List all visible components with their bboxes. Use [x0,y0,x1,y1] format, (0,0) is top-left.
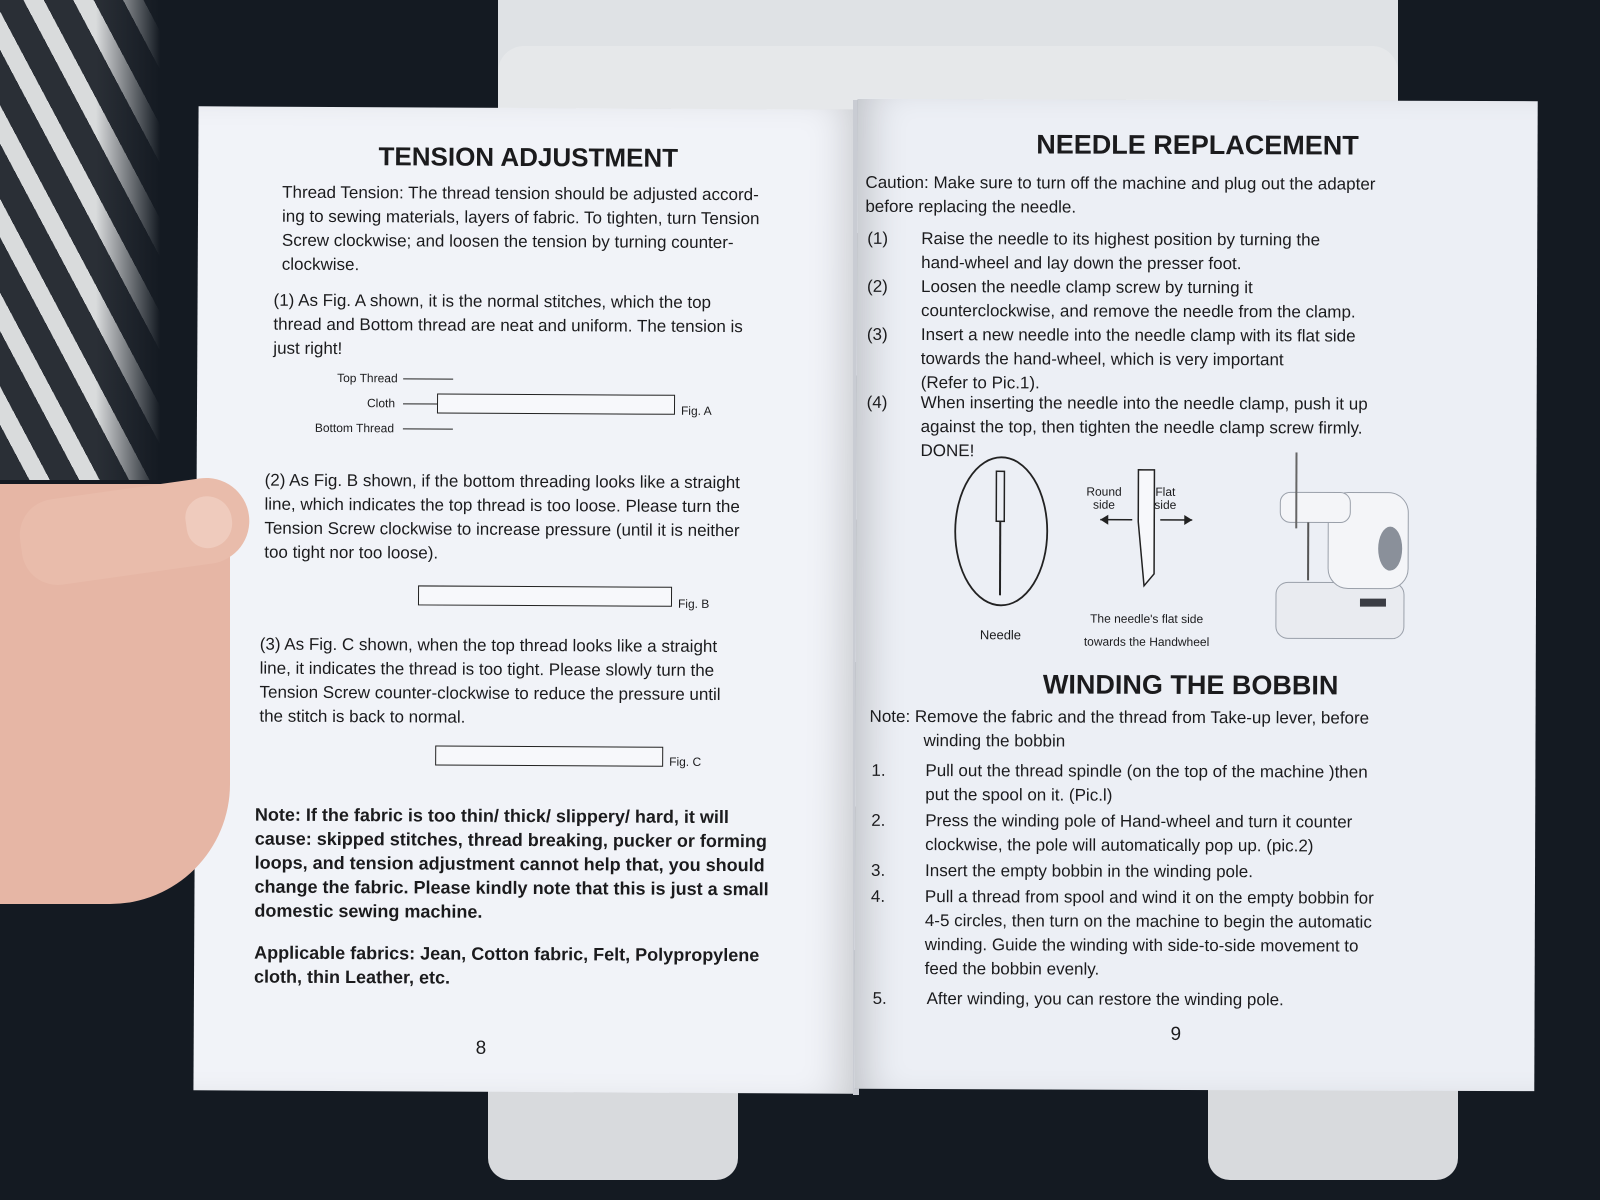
fig-b-cloth-box [418,585,672,606]
needle-step-2 [867,275,1447,325]
fig-c-cloth-box [435,746,663,767]
background-rug [0,0,160,480]
fig-c-paragraph [259,633,721,731]
fabric-note [254,803,769,926]
step-number: 3. [871,860,886,880]
flat-side-line: Flat [1155,484,1176,499]
paragraph-line: the stitch is back to normal. [259,706,466,727]
bobbin-step-5 [873,987,1473,1013]
bobbin-step-4 [871,885,1471,983]
sewing-machine-image [1266,452,1417,649]
step-number: 5. [872,988,887,1008]
needle-illustration [946,453,1057,613]
fabrics-line: Applicable fabrics: Jean, Cotton fabric, Felt, Polypropylene [254,942,760,966]
step-line: towards the hand-wheel, which is very important [920,349,1284,370]
caption-line: towards the Handwheel [1083,634,1210,650]
paragraph-line: (2) As Fig. B shown, if the bottom threading looks like a straight [264,470,740,493]
intro-line: ing to sewing materials, layers of fabric. To tighten, turn Tension [281,206,760,229]
bobbin-step-1 [871,759,1471,809]
fig-a-bottom-thread-label: Bottom Thread [314,420,395,436]
paragraph-line: too tight nor too loose). [264,542,439,563]
caption-line: The needle's flat side [1090,611,1204,627]
step-line: against the top, then tighten the needle clamp screw firmly. [920,417,1363,438]
intro-line: Screw clockwise; and loosen the tension by turning counter- [281,230,734,253]
fabrics-line: cloth, thin Leather, etc. [253,966,451,988]
note-line: loops, and tension adjustment cannot help that, you should [254,852,765,876]
left-page [193,106,858,1093]
fig-a-leader-line [403,403,439,404]
fig-c-label: Fig. C [669,754,702,769]
paragraph-line: line, it indicates the thread is too tight. Please slowly turn the [259,658,715,680]
step-line: Insert the empty bobbin in the winding pole. [925,861,1254,882]
paragraph-line: line, which indicates the top thread is too loose. Please turn the [264,494,740,517]
intro-line: Thread Tension: The thread tension should be adjusted accord- [282,182,759,205]
step-line: (Refer to Pic.1). [920,373,1040,393]
tension-title: TENSION ADJUSTMENT [378,141,679,173]
paragraph-line: Tension Screw clockwise to increase pressure (until it is neither [264,518,740,541]
fig-a-cloth-box [437,394,675,415]
step-line: Press the winding pole of Hand-wheel and turn it counter [925,811,1353,832]
step-line: Pull a thread from spool and wind it on the empty bobbin for [924,887,1374,908]
round-side-line: side [1092,497,1116,512]
needle-step-1 [867,227,1427,277]
note-line: Note: If the fabric is too thin/ thick/ slippery/ hard, it will [254,804,729,828]
bobbin-step-2 [871,809,1471,859]
paragraph-line: just right! [273,338,343,359]
caution-line: Caution: Make sure to turn off the machine and plug out the adapter [865,172,1376,194]
page-number-left: 8 [475,1037,487,1059]
fig-a-cloth-label: Cloth [366,396,396,411]
note-line: winding the bobbin [923,731,1066,751]
caution-line: before replacing the needle. [865,196,1077,217]
page-number-right: 9 [1170,1023,1182,1045]
paragraph-line: thread and Bottom thread are neat and uniform. The tension is [273,314,743,337]
paragraph-line: (1) As Fig. A shown, it is the normal stitches, which the top [273,290,712,312]
step-number: 1. [871,760,886,780]
step-number: (2) [867,276,888,296]
step-number: (4) [866,392,888,412]
fig-b-paragraph [264,469,740,567]
step-number: (3) [866,324,888,344]
round-side-line: Round [1086,484,1122,499]
needle-label: Needle [979,627,1022,643]
intro-line: clockwise. [281,254,360,275]
step-line: put the spool on it. (Pic.l) [925,785,1113,805]
fig-a-leader-line [403,428,453,429]
bobbin-step-3 [871,859,1471,885]
applicable-fabrics [254,941,759,992]
thread-tension-intro [282,181,760,279]
fig-a-label: Fig. A [680,403,712,418]
flat-side-line: side [1154,497,1177,512]
paragraph-line: Tension Screw counter-clockwise to reduce the pressure until [259,682,721,705]
book-stand-foot-right [1208,1084,1458,1180]
needle-step-3 [867,323,1447,397]
book-stand-foot-left [488,1084,738,1180]
bobbin-note [869,705,1369,755]
step-line: DONE! [920,441,975,461]
fig-a-leader-line [403,378,453,379]
step-line: After winding, you can restore the winding pole. [926,989,1284,1010]
fig-a-top-thread-label: Top Thread [337,371,398,386]
step-line: feed the bobbin evenly. [924,959,1100,979]
step-line: Raise the needle to its highest position by turning the [921,229,1321,250]
paragraph-line: (3) As Fig. C shown, when the top thread looks like a straight [259,634,718,657]
step-number: 4. [870,886,886,906]
flat-side-caption [1084,608,1210,654]
step-line: clockwise, the pole will automatically pop up. (pic.2) [925,835,1314,856]
needle-title: NEEDLE REPLACEMENT [1036,129,1359,161]
fig-b-label: Fig. B [677,596,710,611]
step-line: Pull out the thread spindle (on the top of the machine )then [925,761,1368,782]
note-line: change the fabric. Please kindly note that this is just a small [254,876,769,900]
fig-a-paragraph [273,289,743,363]
bobbin-title: WINDING THE BOBBIN [1042,669,1339,701]
note-line: domestic sewing machine. [254,900,483,922]
note-line: cause: skipped stitches, thread breaking, pucker or forming [254,828,767,852]
caution-text [865,171,1375,221]
right-page [854,99,1537,1091]
needle-profile-graphic [1096,462,1196,592]
step-line: When inserting the needle into the needle clamp, push it up [920,393,1368,414]
step-line: hand-wheel and lay down the presser foot. [921,253,1242,274]
step-line: winding. Guide the winding with side-to-side movement to [924,935,1359,956]
step-number: (1) [867,228,889,248]
note-line: Note: Remove the fabric and the thread from Take-up lever, before [869,706,1370,728]
step-line: counterclockwise, and remove the needle from the clamp. [920,301,1356,322]
step-line: Insert a new needle into the needle clamp with its flat side [920,325,1356,346]
step-number: 2. [871,810,886,830]
step-line: Loosen the needle clamp screw by turning it [921,277,1253,298]
step-line: 4-5 circles, then turn on the machine to begin the automatic [924,911,1372,932]
